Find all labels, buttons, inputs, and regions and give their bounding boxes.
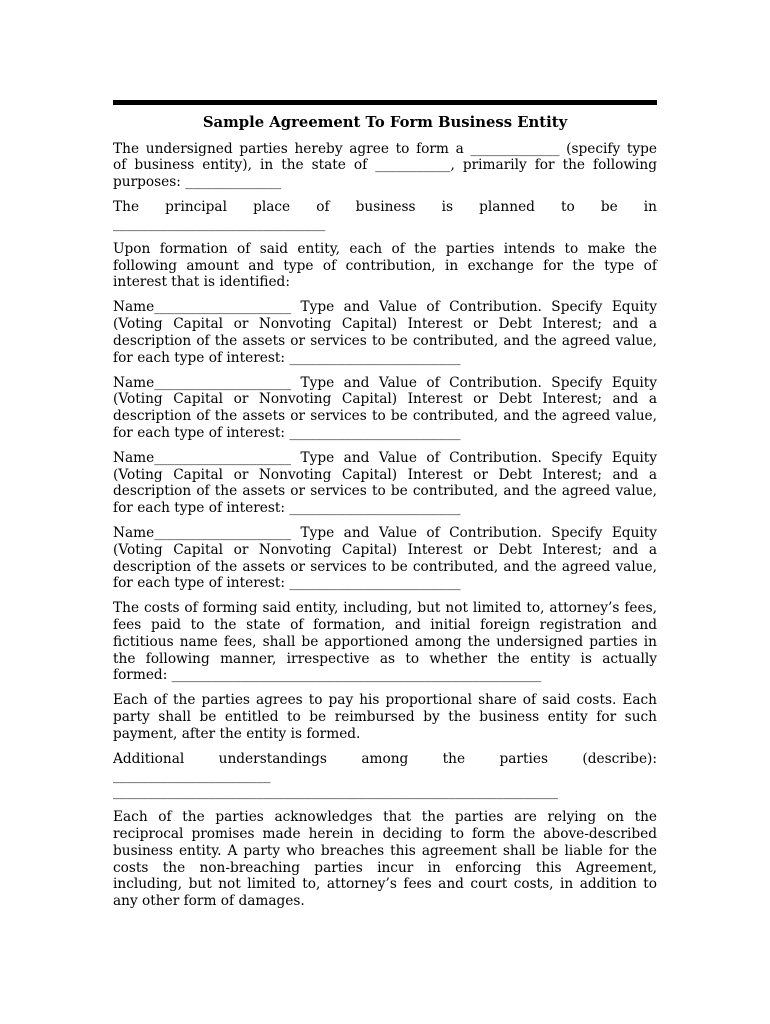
contribution-entry bbox=[113, 525, 657, 592]
text-line: payment, after the entity is formed. bbox=[113, 725, 361, 742]
text-line: description of the assets or services to be contributed, and the agreed value, bbox=[113, 558, 657, 575]
principal-place-clause bbox=[113, 199, 657, 233]
contribution-entry bbox=[113, 375, 657, 442]
text-line: following amount and type of contribution, in exchange for the type of bbox=[113, 257, 657, 274]
text-line: business entity. A party who breaches this agreement shall be liable for the bbox=[113, 842, 657, 859]
text-line: Name____________________ Type and Value of Contribution. Specify Equity bbox=[113, 525, 657, 541]
text-line: Name____________________ Type and Value of Contribution. Specify Equity bbox=[113, 299, 657, 316]
text-line: Upon formation of said entity, each of the parties intends to make the bbox=[113, 240, 657, 257]
text-line: Additional understandings among the parties (describe): bbox=[113, 750, 657, 767]
text-line: The principal place of business is planned to be in bbox=[113, 199, 657, 215]
formation-costs-clause bbox=[113, 600, 657, 684]
text-line: Name____________________ Type and Value of Contribution. Specify Equity bbox=[113, 374, 657, 391]
text-line: for each type of interest: _________________________ bbox=[113, 424, 461, 441]
text-line: _______________________________ bbox=[113, 215, 326, 232]
cost-reimbursement-clause bbox=[113, 692, 657, 742]
text-line: (Voting Capital or Nonvoting Capital) Interest or Debt Interest; and a bbox=[113, 541, 657, 558]
text-line: reciprocal promises made herein in deciding to form the above-described bbox=[113, 826, 657, 842]
text-line: the following manner, irrespective as to whether the entity is actually bbox=[113, 650, 657, 667]
contribution-intro-clause bbox=[113, 241, 657, 291]
text-line: Each of the parties acknowledges that the parties are relying on the bbox=[113, 809, 657, 826]
document-title: Sample Agreement To Form Business Entity bbox=[202, 114, 568, 131]
text-line: (Voting Capital or Nonvoting Capital) Interest or Debt Interest; and a bbox=[113, 391, 657, 408]
document-body bbox=[113, 100, 657, 918]
text-line: for each type of interest: _________________________ bbox=[113, 575, 461, 592]
text-line: Each of the parties agrees to pay his proportional share of said costs. Each bbox=[113, 692, 657, 709]
text-line: _______________________ bbox=[113, 767, 271, 784]
text-line: formed: ______________________________________________________ bbox=[113, 667, 542, 684]
text-line: interest that is identified: bbox=[113, 274, 290, 291]
text-line: for each type of interest: _________________________ bbox=[113, 500, 461, 516]
additional-understandings-clause bbox=[113, 751, 657, 801]
text-line: fees paid to the state of formation, and initial foreign registration and bbox=[113, 617, 657, 633]
text-line: of business entity), in the state of ___________, primarily for the following bbox=[113, 157, 657, 174]
reliance-clause bbox=[113, 809, 657, 910]
contribution-entry bbox=[113, 299, 657, 366]
text-line: The undersigned parties hereby agree to form a _____________ (specify type bbox=[113, 140, 657, 157]
text-line: costs the non-breaching parties incur in enforcing this Agreement, bbox=[113, 859, 657, 876]
text-line: description of the assets or services to be contributed, and the agreed value, bbox=[113, 408, 657, 424]
document-text bbox=[113, 141, 657, 910]
text-line: The costs of forming said entity, including, but not limited to, attorney’s fees, bbox=[113, 600, 657, 617]
text-line: for each type of interest: _________________________ bbox=[113, 349, 461, 366]
contribution-entry bbox=[113, 450, 657, 517]
text-line: purposes: ______________ bbox=[113, 174, 282, 190]
text-line: _________________________________________________________________ bbox=[113, 784, 558, 801]
text-line: party shall be entitled to be reimbursed by the business entity for such bbox=[113, 709, 657, 725]
text-line: description of the assets or services to be contributed, and the agreed value, bbox=[113, 332, 657, 349]
text-line: any other form of damages. bbox=[113, 893, 305, 909]
text-line: including, but not limited to, attorney’s fees and court costs, in addition to bbox=[113, 876, 657, 893]
header-rule bbox=[113, 100, 657, 105]
text-line: fictitious name fees, shall be apportioned among the undersigned parties in bbox=[113, 633, 657, 650]
text-line: Name____________________ Type and Value of Contribution. Specify Equity bbox=[113, 449, 657, 466]
text-line: description of the assets or services to be contributed, and the agreed value, bbox=[113, 483, 657, 500]
text-line: (Voting Capital or Nonvoting Capital) Interest or Debt Interest; and a bbox=[113, 316, 657, 332]
formation-clause bbox=[113, 141, 657, 191]
text-line: (Voting Capital or Nonvoting Capital) Interest or Debt Interest; and a bbox=[113, 466, 657, 483]
